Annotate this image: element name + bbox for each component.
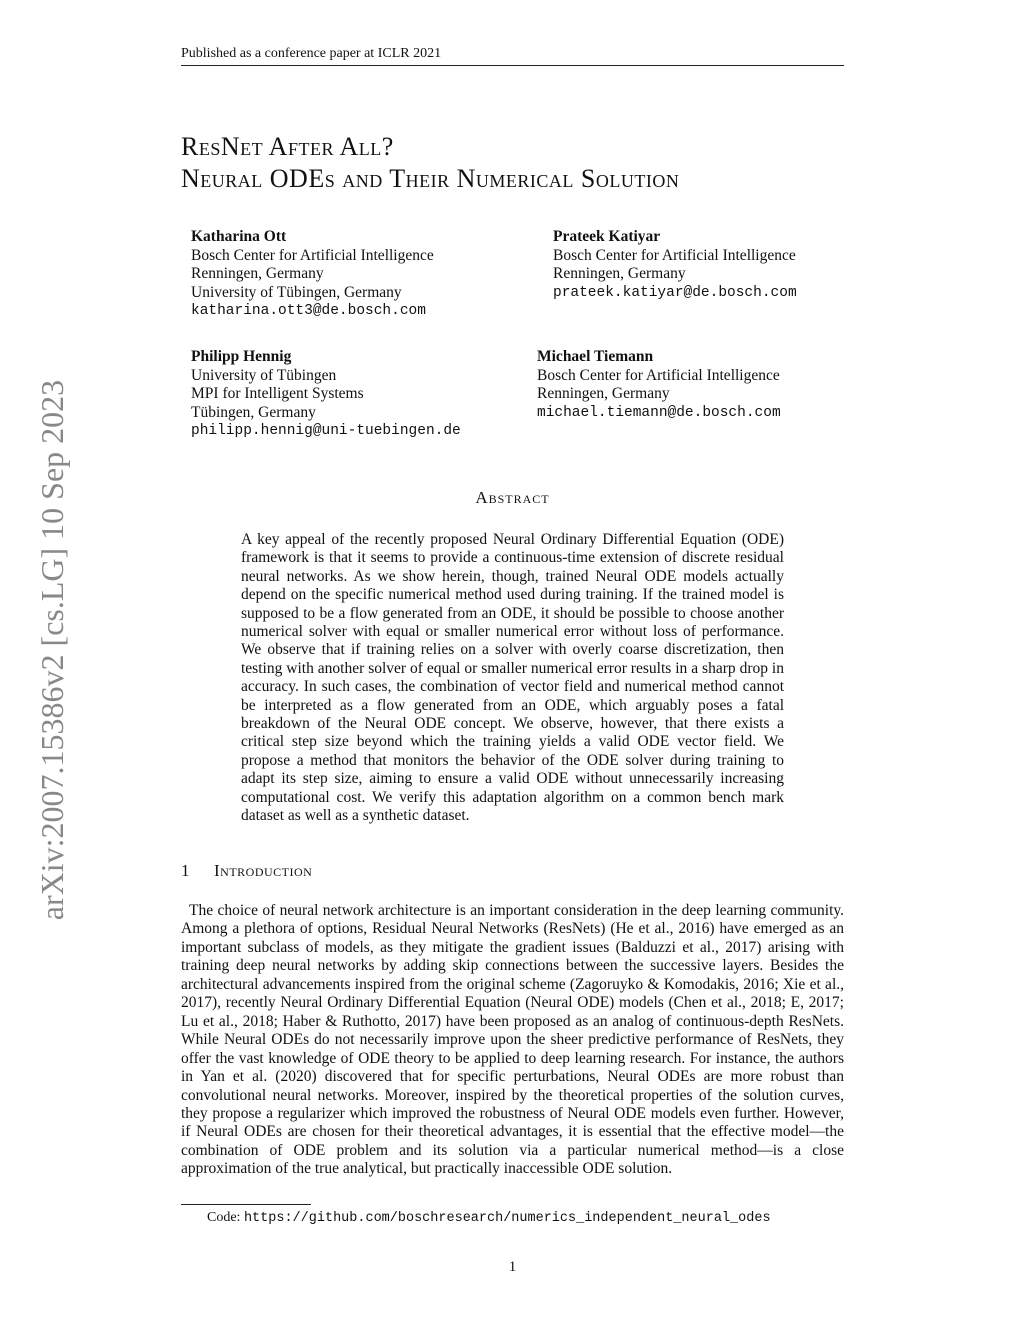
author-block-tiemann bbox=[537, 348, 781, 422]
author-email[interactable]: prateek.katiyar@de.bosch.com bbox=[553, 284, 797, 301]
footnote bbox=[207, 1209, 771, 1228]
section-title: Introduction bbox=[214, 861, 313, 880]
title-line-1: ResNet After All? bbox=[181, 132, 394, 161]
author-affiliation: Renningen, Germany bbox=[191, 265, 324, 282]
author-affiliation: Bosch Center for Artificial Intelligence bbox=[537, 366, 780, 384]
author-affiliation: MPI for Intelligent Systems bbox=[191, 385, 364, 402]
paper-title bbox=[181, 131, 881, 195]
footnote-rule bbox=[181, 1204, 311, 1205]
author-block-hennig bbox=[191, 348, 461, 441]
section-heading-introduction bbox=[181, 861, 312, 881]
header-rule bbox=[181, 65, 844, 66]
abstract-heading: Abstract bbox=[475, 488, 550, 507]
abstract-text: A key appeal of the recently proposed Neural Ordinary Differential Equation (ODE) framework is that it seems to provide a continuous-time extension of discrete residual neural networks. As we show herein, though, trained Neural ODE models actually depend on the specific numerical method used during training. If the trained model is supposed to be a flow generated from an ODE, it should be possible to choose another numerical solver with equal or smaller numerical error without loss of performance. We observe that if training relies on a solver with overly coarse discretization, then testing with another solver of equal or smaller numerical error results in a sharp drop in accuracy. In such cases, the combination of vector field and numerical method cannot be interpreted as a flow generated from an ODE, which arguably poses a fatal breakdown of the Neural ODE concept. We observe, however, that there exists a critical step size beyond which the training yields a valid ODE vector field. We propose a method that monitors the behavior of the ODE solver during training to adapt its step size, aiming to ensure a valid ODE without unnecessarily increasing computational cost. We verify this adaptation algorithm on a common bench mark dataset as well as a synthetic dataset. bbox=[241, 531, 784, 825]
section-number: 1 bbox=[181, 861, 190, 880]
author-block-ott bbox=[191, 228, 434, 321]
arxiv-sidebar-stamp: arXiv:2007.15386v2 [cs.LG] 10 Sep 2023 bbox=[34, 379, 70, 921]
author-email[interactable]: michael.tiemann@de.bosch.com bbox=[537, 404, 781, 421]
author-affiliation: Renningen, Germany bbox=[553, 265, 686, 282]
footnote-label: Code: bbox=[207, 1210, 241, 1225]
author-name: Michael Tiemann bbox=[537, 348, 654, 365]
author-affiliation: Bosch Center for Artificial Intelligence bbox=[553, 246, 796, 264]
author-email[interactable]: katharina.ott3@de.bosch.com bbox=[191, 303, 426, 319]
author-name: Prateek Katiyar bbox=[553, 228, 661, 245]
page-number: 1 bbox=[508, 1259, 517, 1275]
running-header: Published as a conference paper at ICLR 2021 bbox=[181, 46, 442, 61]
author-affiliation: Tübingen, Germany bbox=[191, 403, 316, 421]
author-name: Philipp Hennig bbox=[191, 348, 292, 365]
title-line-2: Neural ODEs and Their Numerical Solution bbox=[181, 164, 680, 193]
author-email[interactable]: philipp.hennig@uni-tuebingen.de bbox=[191, 423, 461, 439]
code-link[interactable]: https://github.com/boschresearch/numerics_independent_neural_odes bbox=[243, 1211, 771, 1226]
author-block-katiyar bbox=[553, 228, 797, 302]
author-affiliation: Bosch Center for Artificial Intelligence bbox=[191, 246, 434, 264]
introduction-text: The choice of neural network architecture is an important consideration in the deep learning community. Among a plethora of options, Residual Neural Networks (ResNets) (He et al., 2016) have emerged as an important subclass of models, as they mitigate the gradient issues (Balduzzi et al., 2017) arising with training deep neural networks by adding skip connections between the successive layers. Besides the architectural advancements inspired from the original scheme (Zagoruyko & Komodakis, 2016; Xie et al., 2017), recently Neural Ordinary Differential Equation (Neural ODE) models (Chen et al., 2018; E, 2017; Lu et al., 2018; Haber & Ruthotto, 2017) have been proposed as an analog of continuous-depth ResNets. While Neural ODEs do not necessarily improve upon the sheer predictive performance of ResNets, they offer the vast knowledge of ODE theory to be applied to deep learning research. For instance, the authors in Yan et al. (2020) discovered that for specific perturbations, Neural ODEs are more robust than convolutional neural networks. Moreover, inspired by the theoretical properties of the solution curves, they propose a regularizer which improved the robustness of Neural ODE models even further. However, if Neural ODEs are chosen for their theoretical advantages, it is essential that the effective model—the combination of ODE problem and its solution via a particular numerical method—is a close approximation of the true analytical, but practically inaccessible ODE solution. bbox=[181, 902, 844, 1178]
author-affiliation: University of Tübingen, Germany bbox=[191, 283, 402, 301]
author-affiliation: University of Tübingen bbox=[191, 366, 337, 384]
author-affiliation: Renningen, Germany bbox=[537, 385, 670, 402]
author-name: Katharina Ott bbox=[191, 228, 287, 245]
